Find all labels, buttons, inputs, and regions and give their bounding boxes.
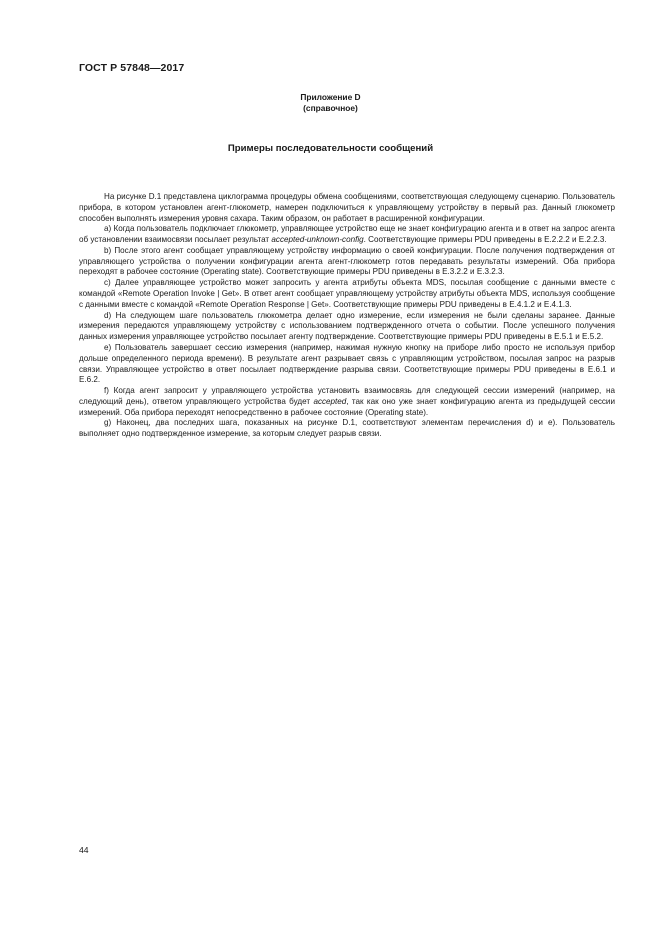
paragraph-a: a) Когда пользователь подключает глюкометр, управляющее устройство еще не знает конфигурацию агента и в ответ на запрос агента об установлении взаимосвязи посылает результат accepted-unknown-config. Соответствующие примеры PDU приведены в E.2.2.2 и E.2.2.3. [79, 224, 615, 245]
paragraph-b: b) После этого агент сообщает управляющему устройству информацию о своей конфигурации. После получения подтверждения от управляющего устройства о получении конфигурации агента агент-глюкометр готов передавать результаты измерений. Оба прибора переходят в рабочее состояние (Operating state). Соответствующие примеры PDU приведены в E.3.2.2 и E.3.2.3. [79, 245, 615, 277]
paragraph-f: f) Когда агент запросит у управляющего устройства установить взаимосвязь для следующей сессии измерений (например, на следующий день), ответом управляющего устройства будет accepted, так как оно уже знает конфигурацию агента из предыдущей сессии измерений. Оба прибора переходят непосредственно в рабочее состояние (Operating state). [79, 386, 615, 417]
paragraph-g: g) Наконец, два последних шага, показанных на рисунке D.1, соответствуют элементам перечисления d) и e). Пользователь выполняет одно подтвержденное измерение, за которым следует разрыв связи. [79, 418, 615, 439]
appendix-subtitle: (справочное) [303, 103, 358, 113]
appendix-title: Приложение D [300, 92, 361, 102]
page-number: 44 [79, 845, 89, 855]
paragraph-intro: На рисунке D.1 представлена циклограмма процедуры обмена сообщениями, соответствующая следующему сценарию. Пользователь прибора, в котором установлен агент-глюкометр, намерен подключиться к управляющему устройству в первый раз. Данный глюкометр способен выполнять измерения уровня сахара. Таким образом, он работает в расширенной конфигурации. [79, 192, 615, 223]
term-accepted-unknown-config: accepted-unknown-config [271, 235, 364, 245]
paragraph-e: e) Пользователь завершает сессию измерения (например, нажимая нужную кнопку на приборе либо просто не используя прибор дольше определенного периода времени). В результате агент разрывает связь с управляющим устройством, посылая запрос на разрыв связи. Управляющее устройство в ответ посылает подтверждение разрыва связи. Соответствующие примеры PDU приведены в E.6.1 и E.6.2. [79, 342, 615, 385]
standard-header: ГОСТ Р 57848—2017 [79, 62, 185, 74]
term-accepted: accepted [313, 396, 347, 406]
body-text [79, 192, 615, 440]
paragraph-c: c) Далее управляющее устройство может запросить у агента атрибуты объекта MDS, посылая сообщение с данными вместе с командой «Remote Operation Invoke | Get». В ответ агент сообщает управляющему устройству атрибуты объекта MDS, используя сообщение с данными вместе с командой «Remote Operation Response | Get». Соответствующие примеры PDU приведены в E.4.1.2 и E.4.1.3. [79, 278, 615, 309]
section-title: Примеры последовательности сообщений [227, 143, 434, 154]
appendix-heading [0, 92, 661, 114]
paragraph-d: d) На следующем шаге пользователь глюкометра делает одно измерение, если измерения не были сделаны заранее. Данные измерения передаются управляющему устройству с использованием подтвержденного отчета о событии. После успешного получения данных измерения управляющее устройство посылает агенту подтверждение. Соответствующие примеры PDU приведены в E.5.1 и E.5.2. [79, 310, 615, 342]
